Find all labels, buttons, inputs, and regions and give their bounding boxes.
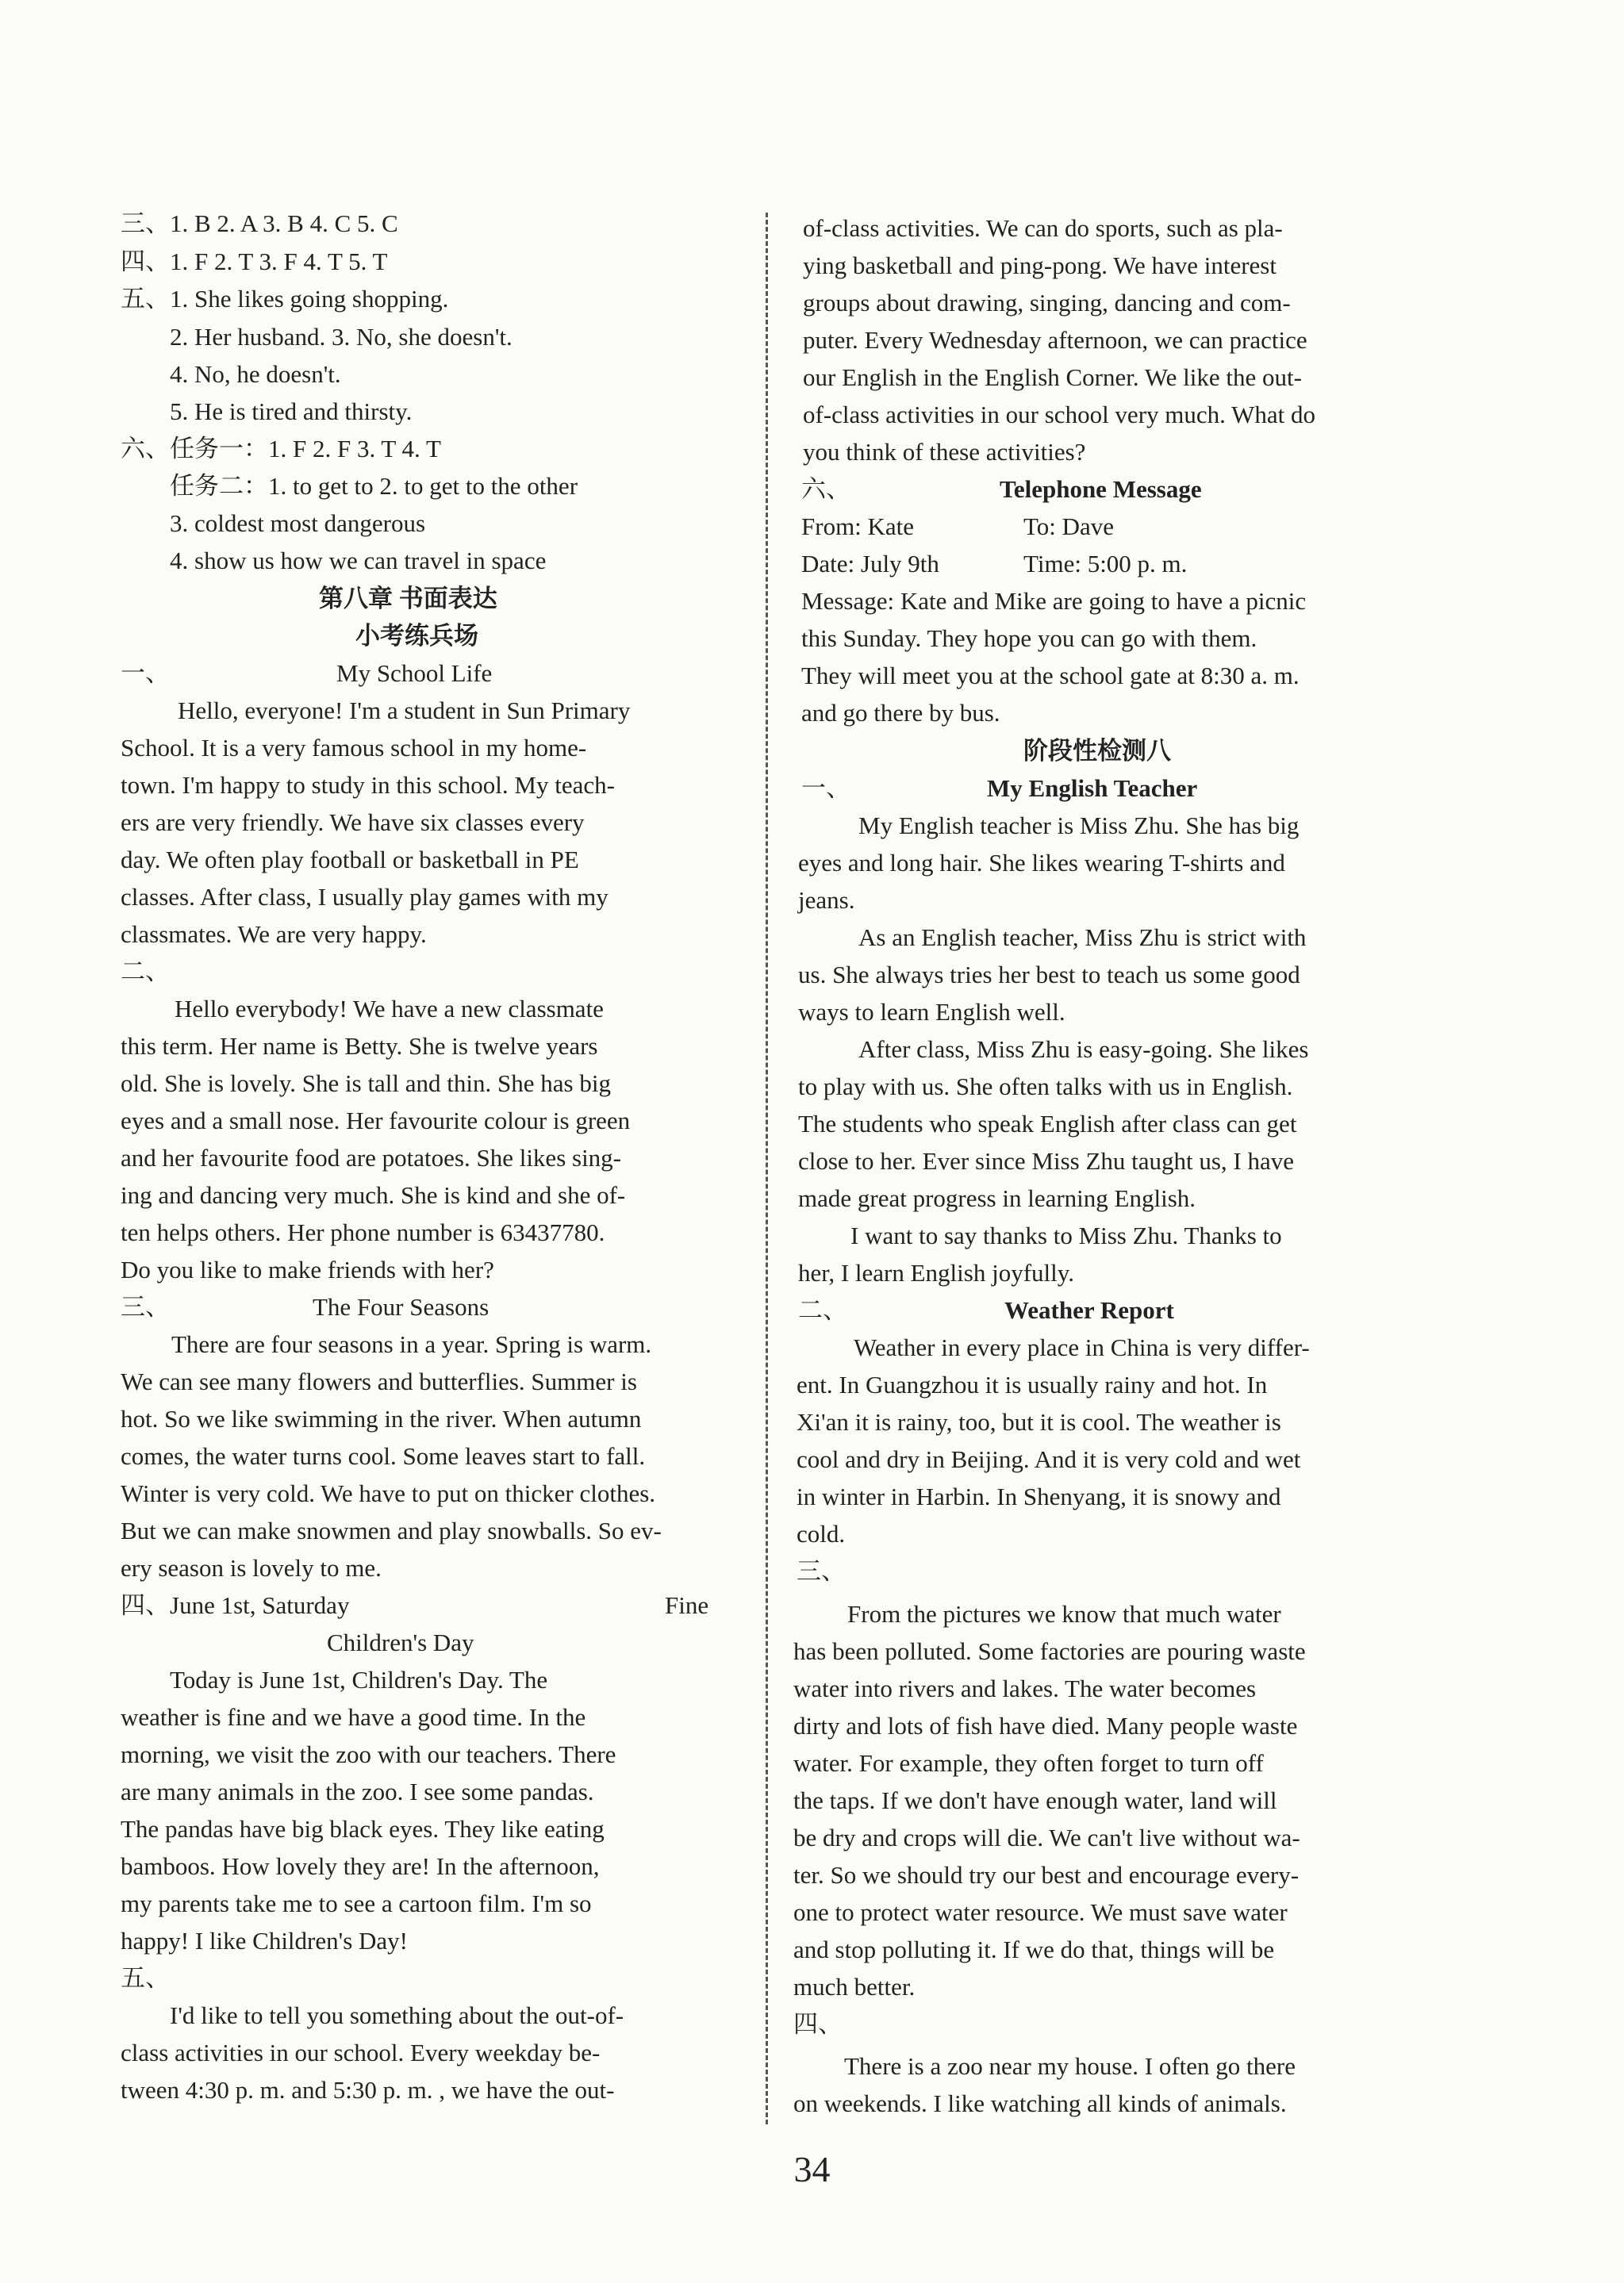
message-time: Time: 5:00 p. m. — [1023, 550, 1188, 577]
essay-line: Do you like to make friends with her? — [121, 1256, 494, 1283]
essay-title: The Four Seasons — [313, 1293, 490, 1321]
answer-line: 六、任务一：1. F 2. F 3. T 4. T — [121, 435, 441, 462]
essay-line: Hello everybody! We have a new classmate — [175, 995, 604, 1023]
essay-line: cold. — [797, 1520, 846, 1548]
essay-line: morning, we visit the zoo with our teachers. There — [121, 1740, 616, 1768]
message-to: To: Dave — [1023, 512, 1115, 540]
diary-date: 四、June 1st, Saturday — [121, 1591, 350, 1619]
essay-line: ying basketball and ping-pong. We have interest — [803, 251, 1277, 279]
essay-line: our English in the English Corner. We like the out- — [803, 363, 1302, 391]
essay-line: puter. Every Wednesday afternoon, we can practice — [803, 326, 1307, 354]
section-label: 六、 — [801, 475, 850, 503]
essay-line: made great progress in learning English. — [798, 1184, 1196, 1212]
essay-line: us. She always tries her best to teach us some good — [798, 961, 1300, 988]
essay-line: ter. So we should try our best and encourage every- — [793, 1861, 1300, 1889]
essay-line: ent. In Guangzhou it is usually rainy and hot. In — [797, 1371, 1268, 1399]
message-date: Date: July 9th — [801, 550, 939, 577]
essay-line: classes. After class, I usually play games with my — [121, 883, 609, 911]
essay-title: My English Teacher — [987, 774, 1198, 802]
message-title: Telephone Message — [1000, 475, 1202, 503]
essay-title: My School Life — [336, 659, 493, 687]
answer-line: 三、1. B 2. A 3. B 4. C 5. C — [121, 209, 398, 237]
essay-line: weather is fine and we have a good time. In the — [121, 1703, 586, 1731]
essay-line: eyes and long hair. She likes wearing T-shirts and — [798, 849, 1285, 877]
message-from: From: Kate — [801, 512, 915, 540]
essay-line: one to protect water resource. We must save water — [793, 1898, 1288, 1926]
essay-line: has been polluted. Some factories are pouring waste — [793, 1637, 1306, 1665]
answer-line: 任务二：1. to get to 2. to get to the other — [170, 472, 578, 500]
essay-line: to play with us. She often talks with us in English. — [798, 1072, 1293, 1100]
essay-line: and her favourite food are potatoes. She likes sing- — [121, 1144, 622, 1172]
essay-title: Children's Day — [327, 1629, 474, 1656]
answer-line: 五、1. She likes going shopping. — [121, 285, 449, 313]
page-number: 34 — [793, 2149, 831, 2189]
essay-line: be dry and crops will die. We can't live without wa- — [793, 1824, 1300, 1851]
essay-line: comes, the water turns cool. Some leaves start to fall. — [121, 1442, 646, 1470]
essay-line: I want to say thanks to Miss Zhu. Thanks to — [850, 1222, 1282, 1249]
essay-line: School. It is a very famous school in my home- — [121, 734, 587, 762]
essay-line: The students who speak English after class can get — [798, 1110, 1297, 1138]
essay-line: of-class activities. We can do sports, such as pla- — [803, 214, 1283, 242]
essay-line: are many animals in the zoo. I see some pandas. — [121, 1778, 594, 1805]
essay-line: close to her. Ever since Miss Zhu taught us, I have — [798, 1147, 1295, 1175]
message-line: this Sunday. They hope you can go with them. — [801, 624, 1257, 652]
message-line: and go there by bus. — [801, 699, 1000, 727]
answer-line: 3. coldest most dangerous — [170, 509, 426, 537]
essay-line: classmates. We are very happy. — [121, 920, 427, 948]
chapter-title: 第八章 书面表达 — [319, 585, 497, 612]
essay-line: much better. — [793, 1973, 916, 2001]
section-label: 二、 — [798, 1296, 847, 1324]
essay-line: bamboos. How lovely they are! In the afternoon, — [121, 1852, 600, 1880]
answer-line: 5. He is tired and thirsty. — [170, 397, 413, 425]
essay-line: There is a zoo near my house. I often go there — [844, 2052, 1296, 2080]
essay-line: and stop polluting it. If we do that, things will be — [793, 1936, 1275, 1963]
essay-line: Xi'an it is rainy, too, but it is cool. The weather is — [797, 1408, 1281, 1436]
left-column — [121, 0, 731, 2283]
essay-line: water into rivers and lakes. The water becomes — [793, 1675, 1257, 1702]
essay-line: Weather in every place in China is very differ- — [854, 1333, 1310, 1361]
essay-line: ery season is lovely to me. — [121, 1554, 382, 1582]
essay-line: tween 4:30 p. m. and 5:30 p. m. , we have the out- — [121, 2076, 615, 2104]
section-label: 四、 — [793, 2010, 843, 2038]
section-label: 一、 — [801, 774, 850, 802]
essay-line: cool and dry in Beijing. And it is very cold and wet — [797, 1445, 1301, 1473]
diary-weather: Fine — [665, 1591, 709, 1619]
section-label: 五、 — [121, 1964, 170, 1992]
essay-title: Weather Report — [1004, 1296, 1174, 1324]
message-line: They will meet you at the school gate at 8:30 a. m. — [801, 662, 1300, 689]
essay-line: hot. So we like swimming in the river. When autumn — [121, 1405, 642, 1433]
essay-line: dirty and lots of fish have died. Many people waste — [793, 1712, 1298, 1740]
essay-line: Today is June 1st, Children's Day. The — [170, 1666, 548, 1694]
essay-line: you think of these activities? — [803, 438, 1086, 466]
essay-line: There are four seasons in a year. Spring is warm. — [171, 1330, 652, 1358]
essay-line: Winter is very cold. We have to put on thicker clothes. — [121, 1479, 656, 1507]
right-column — [793, 0, 1416, 2283]
essay-line: From the pictures we know that much water — [847, 1600, 1281, 1628]
essay-line: class activities in our school. Every weekday be- — [121, 2039, 601, 2066]
essay-line: in winter in Harbin. In Shenyang, it is snowy and — [797, 1483, 1281, 1510]
essay-line: As an English teacher, Miss Zhu is strict with — [858, 923, 1307, 951]
answer-line: 4. No, he doesn't. — [170, 360, 341, 388]
essay-line: of-class activities in our school very much. What do — [803, 401, 1315, 428]
essay-line: But we can make snowmen and play snowballs. So ev- — [121, 1517, 662, 1544]
answer-line: 2. Her husband. 3. No, she doesn't. — [170, 323, 513, 351]
essay-line: eyes and a small nose. Her favourite colour is green — [121, 1107, 631, 1134]
essay-line: After class, Miss Zhu is easy-going. She likes — [858, 1035, 1309, 1063]
essay-line: I'd like to tell you something about the out-of- — [170, 2001, 624, 2029]
section-title: 阶段性检测八 — [1023, 737, 1171, 765]
essay-line: old. She is lovely. She is tall and thin. She has big — [121, 1069, 611, 1097]
section-label: 一、 — [121, 659, 170, 687]
section-label: 二、 — [121, 957, 170, 985]
essay-line: ing and dancing very much. She is kind and she of- — [121, 1181, 626, 1209]
essay-line: groups about drawing, singing, dancing and com- — [803, 289, 1291, 317]
essay-line: We can see many flowers and butterflies. Summer is — [121, 1368, 637, 1395]
essay-line: town. I'm happy to study in this school. My teach- — [121, 771, 615, 799]
essay-line: day. We often play football or basketball in PE — [121, 846, 579, 873]
essay-line: her, I learn English joyfully. — [798, 1259, 1074, 1287]
column-divider — [766, 213, 768, 2124]
essay-line: jeans. — [798, 886, 855, 914]
answer-line: 四、1. F 2. T 3. F 4. T 5. T — [121, 247, 388, 275]
essay-line: My English teacher is Miss Zhu. She has big — [858, 812, 1300, 839]
essay-line: on weekends. I like watching all kinds of animals. — [793, 2089, 1287, 2117]
section-title: 小考练兵场 — [355, 622, 478, 650]
essay-line: happy! I like Children's Day! — [121, 1927, 408, 1955]
essay-line: The pandas have big black eyes. They like eating — [121, 1815, 605, 1843]
essay-line: water. For example, they often forget to turn off — [793, 1749, 1264, 1777]
essay-line: Hello, everyone! I'm a student in Sun Primary — [178, 696, 631, 724]
essay-line: the taps. If we don't have enough water, land will — [793, 1786, 1277, 1814]
section-label: 三、 — [121, 1293, 170, 1321]
essay-line: this term. Her name is Betty. She is twelve years — [121, 1032, 598, 1060]
message-line: Message: Kate and Mike are going to have a picnic — [801, 587, 1307, 615]
essay-line: ers are very friendly. We have six classes every — [121, 808, 585, 836]
section-label: 三、 — [797, 1557, 846, 1585]
essay-line: ways to learn English well. — [798, 998, 1065, 1026]
essay-line: my parents take me to see a cartoon film. I'm so — [121, 1890, 592, 1917]
essay-line: ten helps others. Her phone number is 63437780. — [121, 1218, 605, 1246]
answer-line: 4. show us how we can travel in space — [170, 547, 547, 574]
